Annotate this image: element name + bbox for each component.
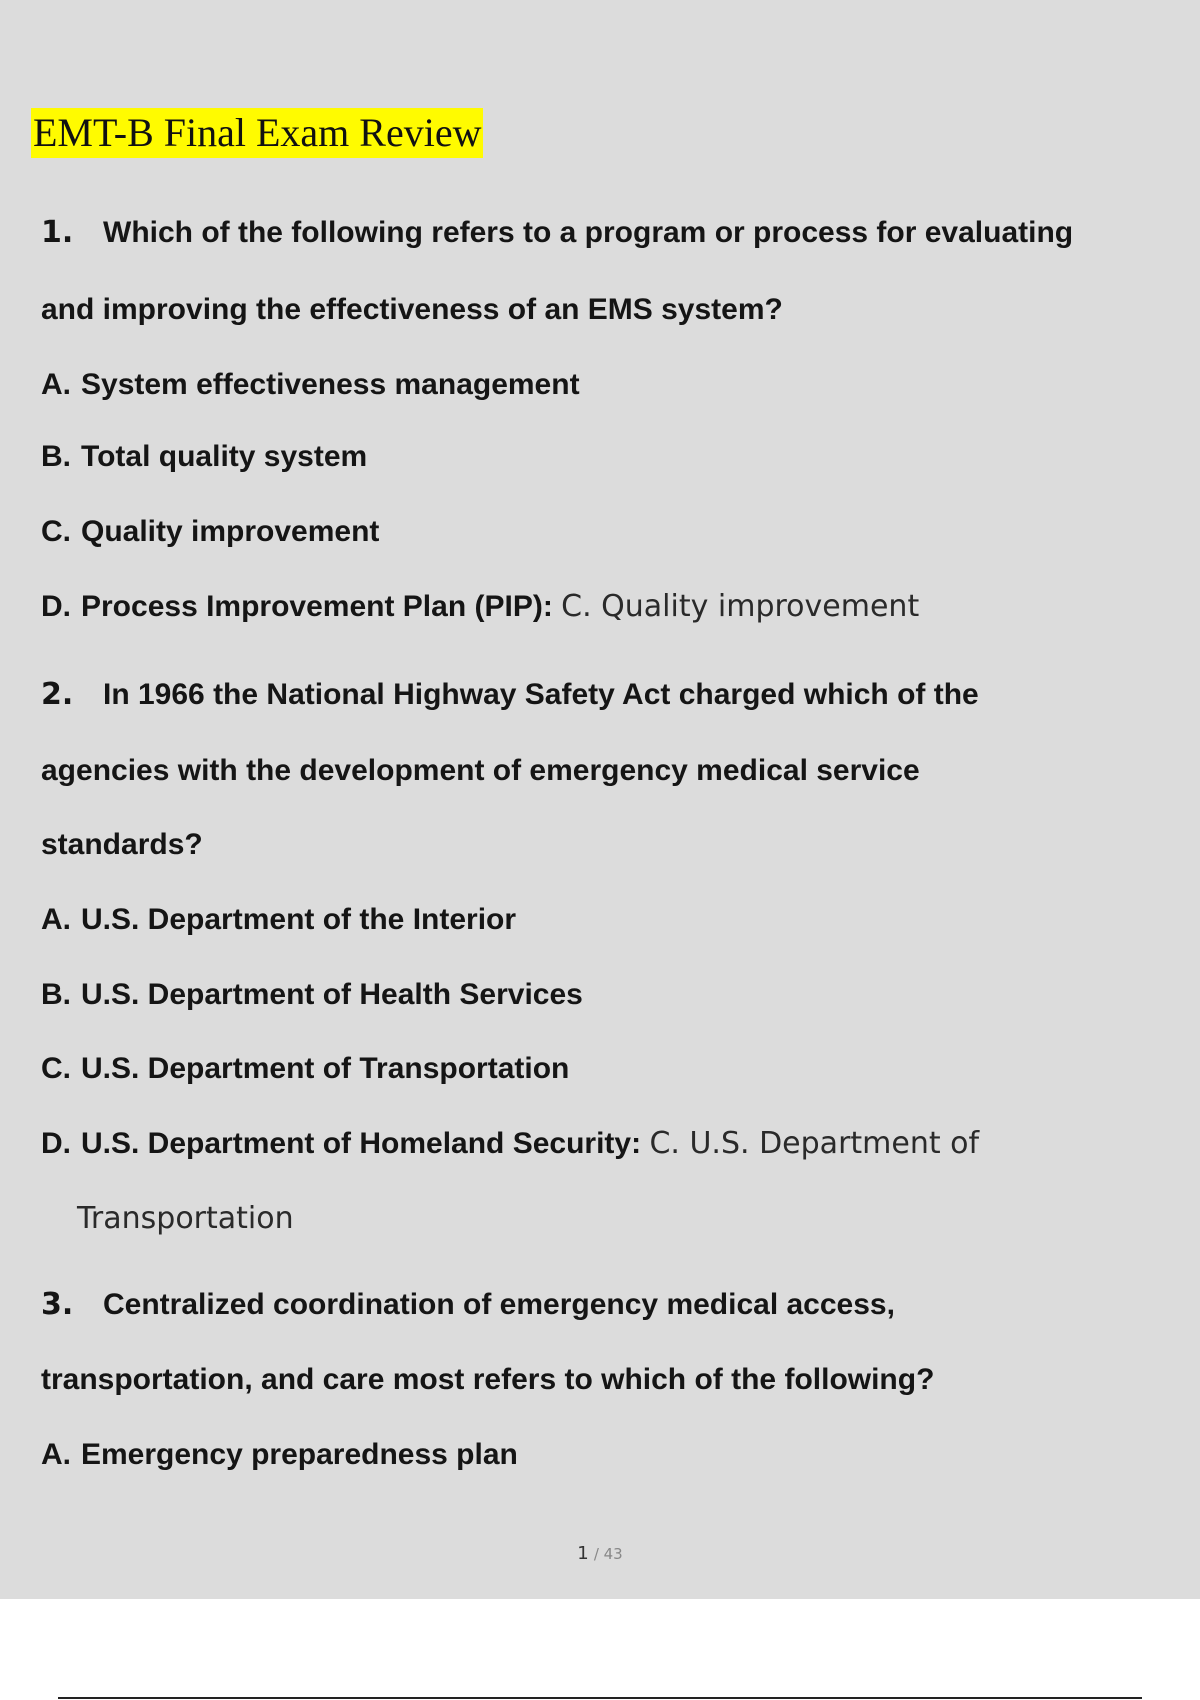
question-2-option-b: B. U.S. Department of Health Services xyxy=(41,978,583,1011)
question-1-answer: C. Quality improvement xyxy=(561,589,920,624)
question-2-answer-line-2 xyxy=(77,1199,294,1239)
question-2-answer-part-1: C. U.S. Department of xyxy=(649,1126,980,1161)
question-3-line-2: transportation, and care most refers to which of the following? xyxy=(41,1363,935,1396)
question-1-line-2: and improving the effectiveness of an EMS system? xyxy=(41,293,783,326)
question-1-text-1: Which of the following refers to a program or process for evaluating xyxy=(103,216,1074,249)
total-pages: / 43 xyxy=(593,1545,623,1563)
question-1-option-c: C. Quality improvement xyxy=(41,515,380,548)
question-1-line-1 xyxy=(41,213,1073,253)
question-3-number: 3. xyxy=(41,1287,74,1322)
question-1-option-b: B. Total quality system xyxy=(41,440,368,473)
page-divider xyxy=(58,1697,1142,1699)
question-1-option-a: A. System effectiveness management xyxy=(41,368,580,401)
question-2-option-c: C. U.S. Department of Transportation xyxy=(41,1052,570,1085)
question-3-line-1 xyxy=(41,1285,895,1325)
question-1-number: 1. xyxy=(41,215,74,250)
question-2-line-2: agencies with the development of emergency medical service xyxy=(41,754,920,787)
question-2-answer-part-2: Transportation xyxy=(77,1201,294,1236)
question-1-option-d: D. Process Improvement Plan (PIP): C. Quality improvement xyxy=(41,589,920,624)
question-3-option-a: A. Emergency preparedness plan xyxy=(41,1438,518,1471)
document-title: EMT-B Final Exam Review xyxy=(31,108,483,158)
question-2-number: 2. xyxy=(41,677,74,712)
question-2-option-a: A. U.S. Department of the Interior xyxy=(41,903,517,936)
question-2-line-3: standards? xyxy=(41,828,203,861)
question-3-text-1: Centralized coordination of emergency medical access, xyxy=(103,1288,895,1321)
question-2-line-1 xyxy=(41,675,979,715)
current-page: 1 xyxy=(577,1543,589,1564)
page-indicator xyxy=(0,1542,1200,1566)
question-2-text-1: In 1966 the National Highway Safety Act charged which of the xyxy=(103,678,979,711)
question-2-option-d: D. U.S. Department of Homeland Security: C. U.S. Department of xyxy=(41,1126,980,1161)
